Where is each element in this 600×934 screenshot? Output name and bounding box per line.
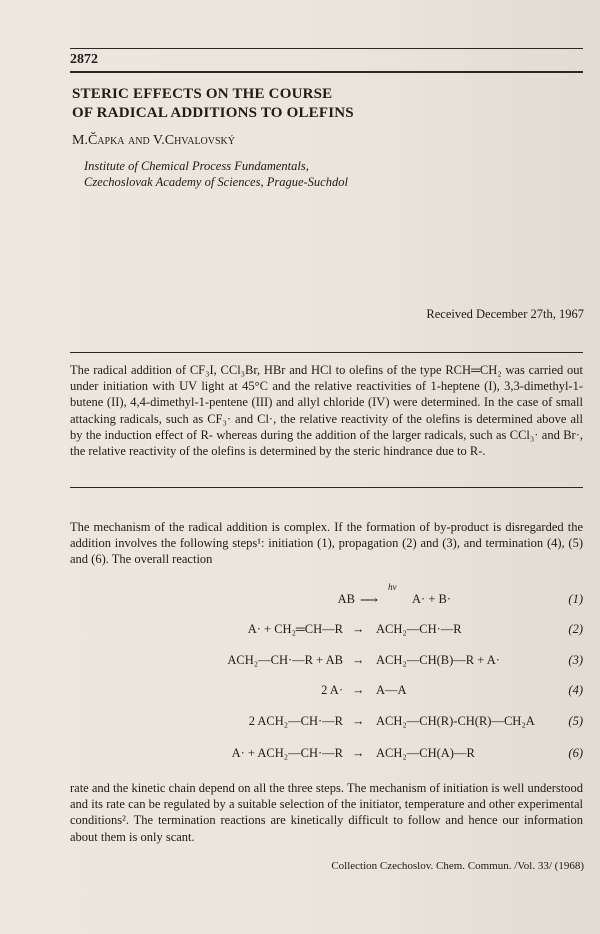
equation-arrow: ⟶ [360, 593, 378, 607]
equation-arrow-label: hν [388, 582, 397, 592]
article-title [72, 85, 354, 123]
equation-lhs: 2 ACH₂—CH·—R [248, 714, 343, 728]
equation-1 [70, 582, 583, 610]
equation-lhs: AB [337, 592, 355, 606]
title-line-2: OF RADICAL ADDITIONS TO OLEFINS [72, 105, 354, 121]
header-top-rule [70, 48, 583, 49]
received-date: Received December 27th, 1967 [426, 307, 584, 321]
affiliation [84, 158, 348, 190]
affiliation-line-2: Czechoslovak Academy of Sciences, Prague-Suchdol [84, 175, 348, 189]
equation-arrow: → [352, 746, 365, 760]
equation-rhs: ACH₂—CH·—R [376, 622, 462, 636]
equation-rhs: A—A [376, 683, 407, 697]
equation-lhs: ACH₂—CH·—R + AB [227, 653, 343, 667]
equation-2 [70, 622, 583, 640]
header-bottom-rule [70, 71, 583, 73]
equation-arrow: → [352, 714, 365, 728]
equation-lhs: A· + CH₂═CH—R [247, 622, 343, 636]
body-paragraph: rate and the kinetic chain depend on all the three steps. The mechanism of initiation is well understood and its rate can be regulated by a suitable selection of the initiator, temperature and other experimental conditions². The termination reactions are kinetically difficult to follow and hence our information about them is only scant. [70, 781, 583, 844]
equation-lhs: 2 A· [321, 683, 343, 697]
equation-number: (5) [568, 714, 583, 728]
equation-rhs: ACH₂—CH(A)—R [376, 746, 475, 760]
equation-5 [70, 714, 583, 732]
equation-number: (1) [568, 592, 583, 606]
abstract-top-rule [70, 352, 583, 353]
equation-arrow: → [352, 653, 365, 667]
equation-arrow: → [352, 622, 365, 636]
authors: M.Čapka and V.Chvalovský [72, 133, 236, 148]
equation-3 [70, 653, 583, 671]
equation-rhs: A· + B· [412, 592, 451, 606]
body-intro-paragraph: The mechanism of the radical addition is complex. If the formation of by-product is disregarded the addition involves the following steps¹: initiation (1), propagation (2) and (3), and termination (4), (5) and (6). The overall reaction [70, 520, 583, 567]
equation-6 [70, 746, 583, 764]
equation-arrow: → [352, 683, 365, 697]
equation-number: (4) [568, 683, 583, 697]
equation-rhs: ACH₂—CH(R)-CH(R)—CH₂A [376, 714, 535, 728]
equation-lhs: A· + ACH₂—CH·—R [231, 746, 343, 760]
equation-4 [70, 683, 583, 701]
title-line-1: STERIC EFFECTS ON THE COURSE [72, 86, 333, 102]
abstract-bottom-rule [70, 487, 583, 488]
journal-footer: Collection Czechoslov. Chem. Commun. /Vol. 33/ (1968) [331, 860, 584, 872]
page-number: 2872 [70, 52, 98, 67]
equation-number: (3) [568, 653, 583, 667]
equation-number: (2) [568, 622, 583, 636]
abstract: The radical addition of CF₃I, CCl₃Br, HBr and HCl to olefins of the type RCH═CH₂ was carried out under initiation with UV light at 45°C and the relative reactivities of 1-heptene (I), 3,3-dimethyl-1-butene (II), 4,4-dimethyl-1-pentene (III) and allyl chloride (IV) were determined. In the case of small attacking radicals, such as CF₃· and Cl·, the relative reactivity of the olefins is determined above all by the induction effect of R- whereas during the addition of the larger radicals, such as CCl₃· and Br·, the relative reactivity of the olefins is determined by the steric hindrance due to R-. [70, 363, 583, 459]
equation-rhs: ACH₂—CH(B)—R + A· [376, 653, 500, 667]
equation-number: (6) [568, 746, 583, 760]
affiliation-line-1: Institute of Chemical Process Fundamentals, [84, 159, 309, 173]
